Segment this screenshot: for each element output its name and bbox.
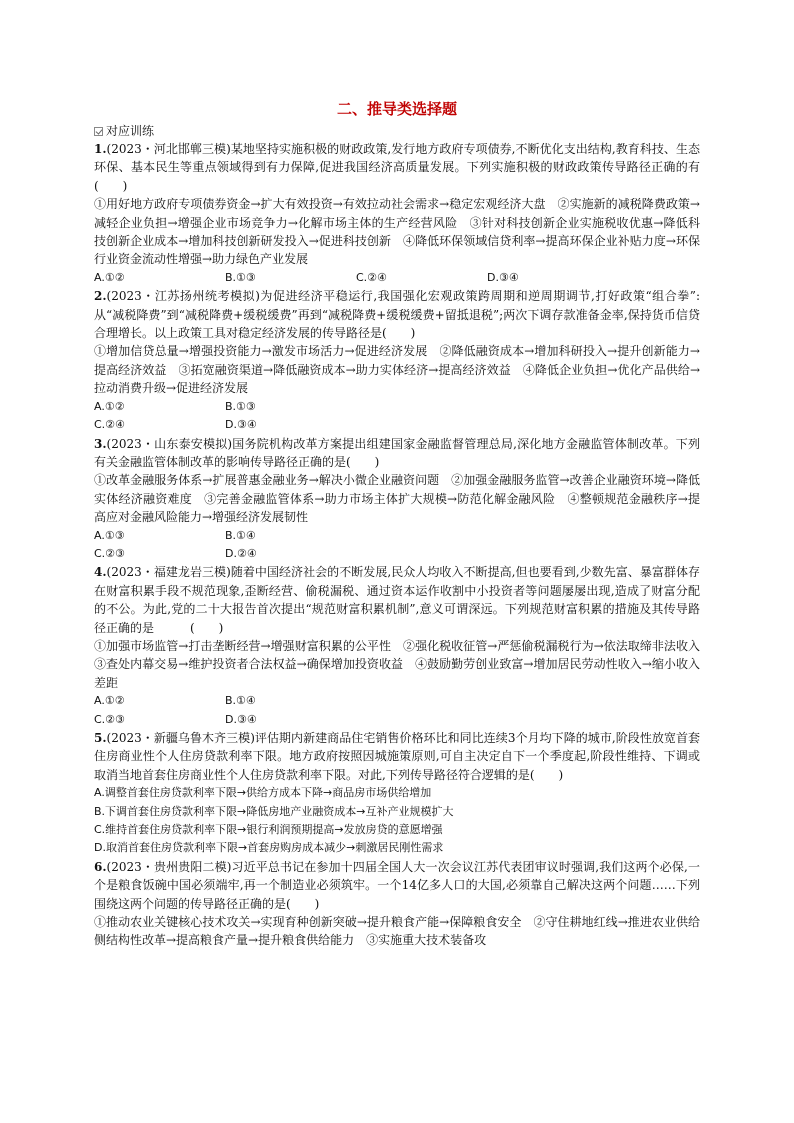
option-c[interactable]: C.②③ xyxy=(94,546,125,560)
answer-options xyxy=(94,269,700,287)
section-header xyxy=(94,123,700,140)
question-stem-text: (2023・新疆乌鲁木齐三模)评估期内新建商品住宅销售价格环比和同比连续3个月均下降的城市,阶段性放宽首套住房商业性个人住房贷款利率下限。地方政府按照因城施策原则,可自主决定自下一个季度起,阶段性维持、下调或取消当地首套住房商业性个人住房贷款利率下限。对此,下列传导路径符合逻辑的是( ) xyxy=(94,731,700,782)
option-a[interactable]: A.调整首套住房贷款利率下限→供给方成本下降→商品房市场供给增加 xyxy=(94,786,432,800)
option-b[interactable]: B.①④ xyxy=(225,528,256,542)
question-number: 5. xyxy=(94,731,107,745)
option-a[interactable]: A.①② xyxy=(94,399,125,413)
question-stem-text: (2023・江苏扬州统考模拟)为促进经济平稳运行,我国强化宏观政策跨周期和逆周期调节,打好政策“组合拳”:从“减税降费”到“减税降费+缓税缓费”再到“减税降费+缓税缓费+留抵退税”;两次下调存款准备金率,保持货币信贷合理增长。以上政策工具对稳定经济发展的传导路径是( ) xyxy=(94,289,700,341)
question-stem xyxy=(94,563,700,637)
option-d[interactable]: D.②④ xyxy=(225,546,257,560)
answer-options xyxy=(94,692,700,729)
answer-options xyxy=(94,527,700,564)
question-stem-text: (2023・福建龙岩三模)随着中国经济社会的不断发展,民众人均收入不断提高,但也要看到,少数先富、暴富群体存在财富积累手段不规范现象,歪断经营、偷税漏税、通过资本运作收割中小投资者等问题屡屡出现,造成了财富分配的不公。为此,党的二十大报告首次提出“规范财富积累机制”,意义可谓深远。下列规范财富积累的措施及其传导路径正确的是 ( ) xyxy=(94,565,700,635)
question-3 xyxy=(94,435,700,564)
option-d[interactable]: D.③④ xyxy=(225,712,257,726)
option-b[interactable]: B.①③ xyxy=(225,399,256,413)
section-label: 对应训练 xyxy=(106,124,155,138)
option-b[interactable]: B.①③ xyxy=(225,270,256,284)
question-stem-text: (2023・河北邯郸三模)某地坚持实施积极的财政政策,发行地方政府专项债券,不断优化支出结构,教育科技、生态环保、基本民生等重点领域得到有力保障,促进我国经济高质量发展。下列实施积极的财政政策传导路径正确的有( ) xyxy=(94,142,700,193)
option-c[interactable]: C.②③ xyxy=(94,712,125,726)
option-a[interactable]: A.①③ xyxy=(94,528,125,542)
option-a[interactable]: A.①② xyxy=(94,270,125,284)
question-stem xyxy=(94,435,700,472)
option-b[interactable]: B.下调首套住房贷款利率下限→降低房地产业融资成本→互补产业规模扩大 xyxy=(94,804,454,818)
question-items: ①增加信贷总量→增强投资能力→激发市场活力→促进经济发展 ②降低融资成本→增加科研投入→提升创新能力→提高经济效益 ③拓宽融资渠道→降低融资成本→助力实体经济→提高经济效益 ④降低企业负担→优化产品供给→拉动消费升级→促进经济发展 xyxy=(94,344,700,396)
question-items: ①用好地方政府专项债券资金→扩大有效投资→有效拉动社会需求→稳定宏观经济大盘 ②实施新的减税降费政策→减轻企业负担→增强企业市场竞争力→化解市场主体的生产经营风险 ③针对科技创新企业实施税收优惠→降低科技创新企业成本→增加科技创新研发投入→促进科技创新 ④降低环保领域信贷利率→提高环保企业补贴力度→环保行业资金流动性增强→助力绿色产业发展 xyxy=(94,197,700,267)
question-5 xyxy=(94,729,700,858)
answer-options xyxy=(94,398,700,435)
option-c[interactable]: C.维持首套住房贷款利率下限→银行利润预期提高→发放房贷的意愿增强 xyxy=(94,823,443,837)
question-stem-text: (2023・贵州贵阳二模)习近平总书记在参加十四届全国人大一次会议江苏代表团审议时强调,我们这两个必保,一个是粮食饭碗中国必须端牢,再一个制造业必须筑牢。一个14亿多人口的大国,必须靠自己解决这两个问题……下列围绕这两个问题的传导路径正确的是( ) xyxy=(94,859,700,911)
question-number: 6. xyxy=(94,859,107,874)
question-number: 4. xyxy=(94,565,107,580)
option-c[interactable]: C.②④ xyxy=(356,270,387,284)
question-stem-text: (2023・山东泰安模拟)国务院机构改革方案提出组建国家金融监督管理总局,深化地方金融监管体制改革。下列有关金融监管体制改革的影响传导路径正确的是( ) xyxy=(94,436,700,469)
answer-options xyxy=(94,784,700,858)
checkbox-icon xyxy=(94,127,103,136)
question-number: 2. xyxy=(94,289,107,304)
question-items: ①改革金融服务体系→扩展普惠金融业务→解决小微企业融资问题 ②加强金融服务监管→改善企业融资环境→降低实体经济融资难度 ③完善金融监管体系→助力市场主体扩大规模→防范化解金融风险 ④整顿规范金融秩序→提高应对金融风险能力→增强经济发展韧性 xyxy=(94,473,700,525)
question-items: ①推动农业关键核心技术攻关→实现育种创新突破→提升粮食产能→保障粮食安全 ②守住耕地红线→推进农业供给侧结构性改革→提高粮食产量→提升粮食供给能力 ③实施重大技术装备攻 xyxy=(94,915,700,948)
page-title: 二、推导类选择题 xyxy=(336,100,457,118)
option-d[interactable]: D.③④ xyxy=(487,270,519,284)
question-items: ①加强市场监管→打击垄断经营→增强财富积累的公平性 ②强化税收征管→严惩偷税漏税行为→依法取缔非法收入 ③查处内幕交易→维护投资者合法权益→确保增加投资收益 ④鼓励勤劳创业致富→增加居民劳动性收入→缩小收入差距 xyxy=(94,638,713,690)
question-1 xyxy=(94,140,700,287)
option-c[interactable]: C.②④ xyxy=(94,418,125,432)
option-d[interactable]: D.取消首套住房贷款利率下限→首套房购房成本减少→刺激居民刚性需求 xyxy=(94,841,444,855)
option-a[interactable]: A.①② xyxy=(94,694,125,708)
question-6 xyxy=(94,858,700,950)
question-stem xyxy=(94,858,700,913)
document-content xyxy=(94,98,713,950)
question-stem xyxy=(94,140,700,195)
question-number: 1. xyxy=(94,142,107,156)
option-b[interactable]: B.①④ xyxy=(225,694,256,708)
question-4 xyxy=(94,563,713,729)
question-stem xyxy=(94,729,700,784)
question-number: 3. xyxy=(94,436,107,451)
question-stem xyxy=(94,287,700,342)
question-2 xyxy=(94,287,700,434)
option-d[interactable]: D.③④ xyxy=(225,418,257,432)
